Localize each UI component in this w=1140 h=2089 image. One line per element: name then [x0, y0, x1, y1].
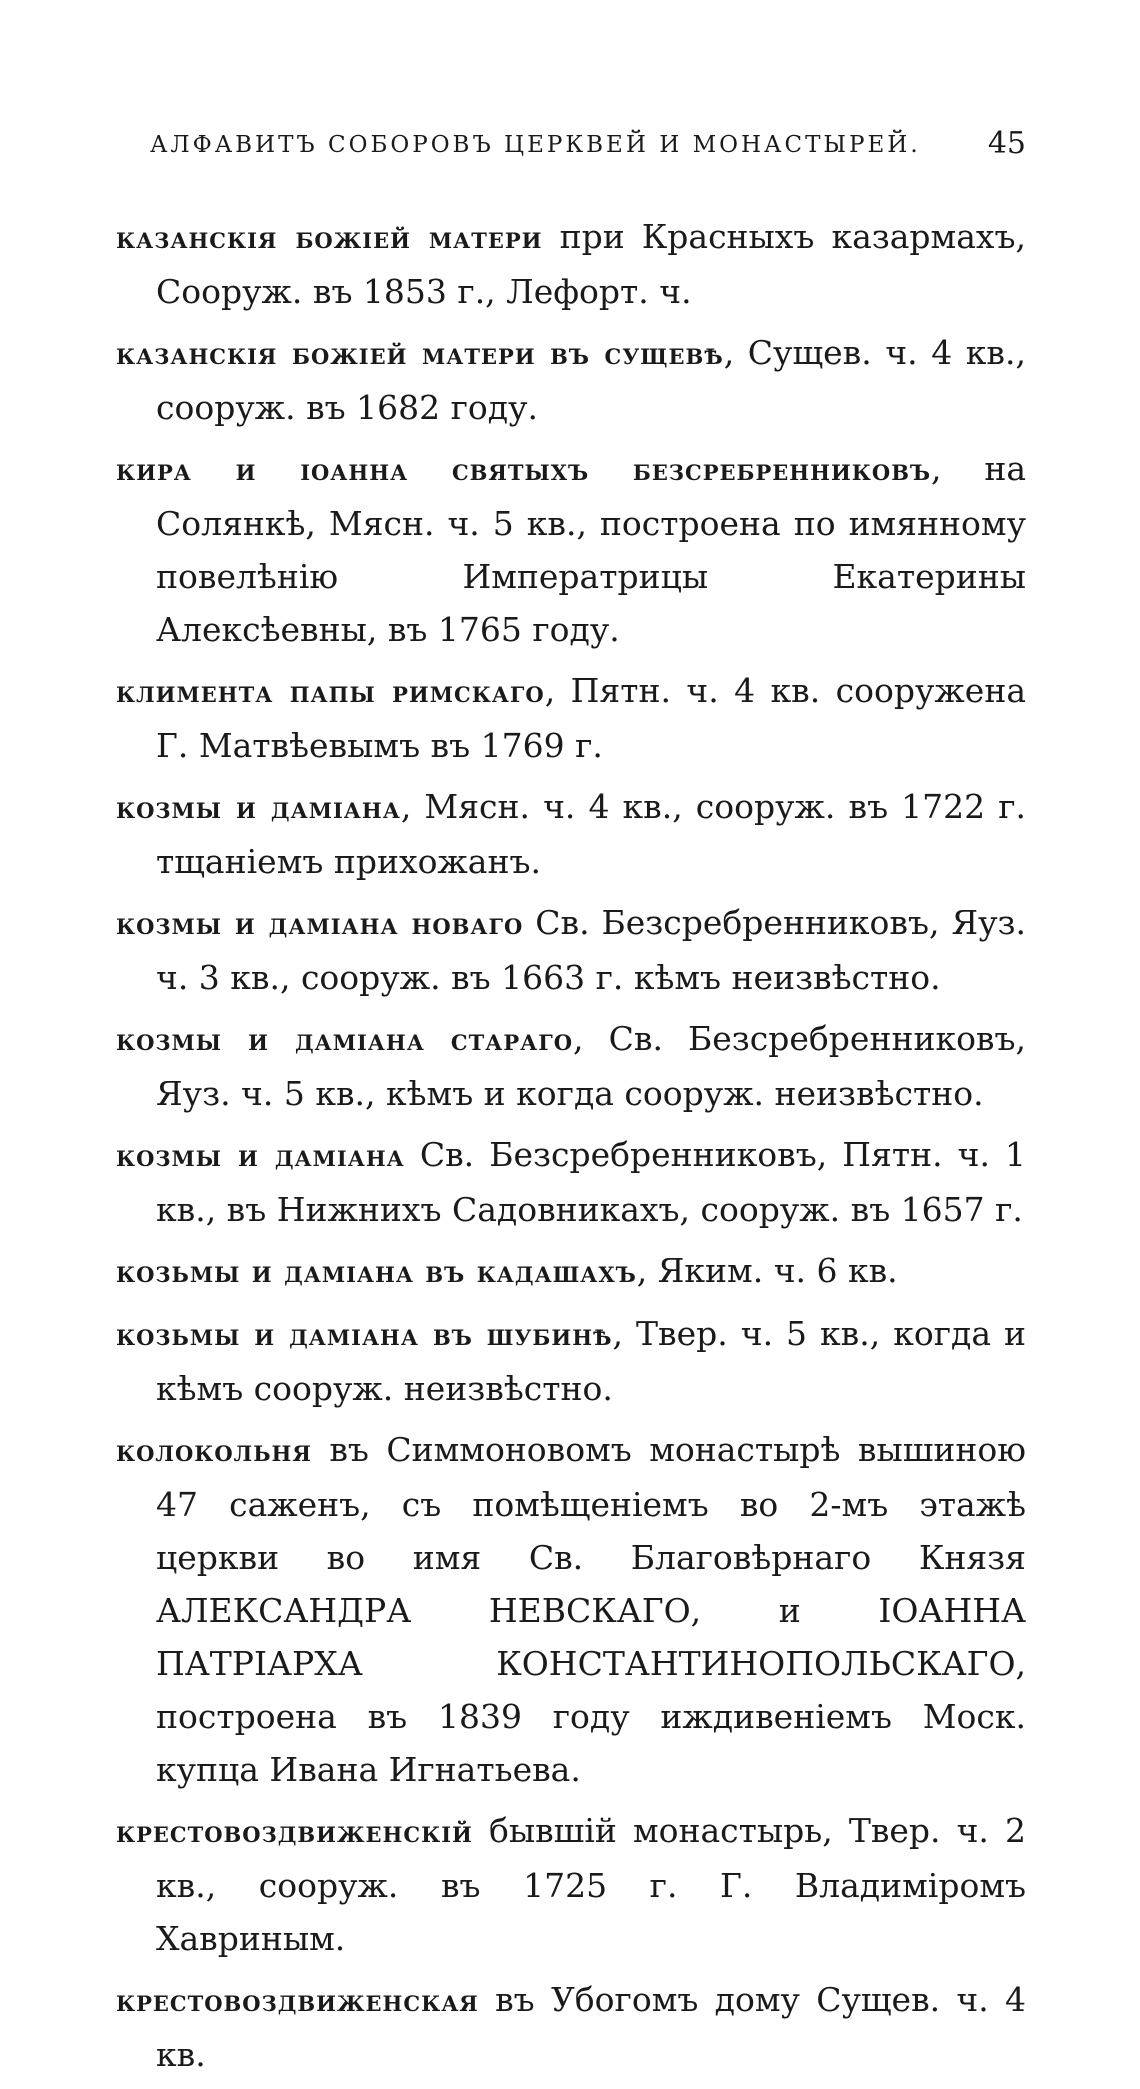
entry	[116, 442, 1026, 656]
entry-head: козьмы и даміана въ шубинѣ	[116, 1318, 613, 1353]
entry-head: климента папы римскаго	[116, 675, 545, 710]
entry-head: кира и іоанна святыхъ безсребренниковъ	[116, 453, 932, 488]
header-title: АЛФАВИТЪ СОБОРОВЪ ЦЕРКВЕЙ И МОНАСТЫРЕЙ.	[150, 132, 921, 158]
entry	[116, 210, 1026, 318]
entry-text: , Мясн. ч. 4 кв., сооруж. въ 1722 г. тщаніемъ прихожанъ.	[156, 787, 1026, 881]
entry	[116, 1012, 1026, 1120]
entry-text: Св. Безсребренниковъ, Яуз. ч. 3 кв., сооруж. въ 1663 г. кѣмъ неизвѣстно.	[156, 903, 1026, 997]
entry-head: козмы и даміана	[116, 1139, 405, 1174]
entry-head: козмы и даміана	[116, 791, 401, 826]
page-number: 45	[987, 126, 1026, 161]
entry-head: козмы и даміана стараго	[116, 1023, 574, 1058]
entry-head: казанскія божіей матери	[116, 221, 543, 256]
entry-text: , на Солянкѣ, Мясн. ч. 5 кв., построена по имянному повелѣнію Императрицы Екатерины Алексѣевны, въ 1765 году.	[156, 449, 1026, 649]
entry-text: въ Убогомъ дому Сущев. ч. 4 кв.	[156, 1980, 1026, 2074]
entry	[116, 780, 1026, 888]
entry-head: казанскія божіей матери въ сущевѣ	[116, 337, 724, 372]
entry	[116, 1128, 1026, 1236]
entry-text: бывшій монастырь, Твер. ч. 2 кв., сооруж. въ 1725 г. Г. Владиміромъ Хавриным.	[156, 1811, 1026, 1958]
entry	[116, 1973, 1026, 2081]
entry	[116, 326, 1026, 434]
entry	[116, 1244, 1026, 1299]
entry-text: при Красныхъ казармахъ, Сооруж. въ 1853 г., Лефорт. ч.	[156, 217, 1026, 311]
entry	[116, 664, 1026, 772]
entry-text: , Яким. ч. 6 кв.	[636, 1251, 898, 1290]
entry-text: , Св. Безсребренниковъ, Яуз. ч. 5 кв., кѣмъ и когда сооруж. неизвѣстно.	[156, 1019, 1026, 1113]
entry-text: въ Симмоновомъ монастырѣ вышиною 47 саженъ, съ помѣщеніемъ во 2-мъ этажѣ церкви во имя Св. Благовѣрнаго Князя АЛЕКСАНДРА НЕВСКАГО, и ІОАННА ПАТРІАРХА КОНСТАНТИНОПОЛЬСКАГО, построена въ 1839 году иждивеніемъ Моск. купца Ивана Игнатьева.	[156, 1430, 1026, 1789]
entry	[116, 1423, 1026, 1796]
entry-text: Св. Безсребренниковъ, Пятн. ч. 1 кв., въ Нижнихъ Садовникахъ, сооруж. въ 1657 г.	[156, 1135, 1026, 1229]
entry-head: козмы и даміана новаго	[116, 907, 524, 942]
entry-head: козьмы и даміана въ кадашахъ	[116, 1255, 637, 1290]
entry-head: крестовоздвиженская	[116, 1984, 479, 2019]
entry-text: , Пятн. ч. 4 кв. сооружена Г. Матвѣевымъ въ 1769 г.	[156, 671, 1026, 765]
entry	[116, 1804, 1026, 1965]
entries-list	[116, 210, 1026, 2089]
entry-text: , Твер. ч. 5 кв., когда и кѣмъ сооруж. неизвѣстно.	[156, 1314, 1026, 1408]
entry-head: колокольня	[116, 1434, 312, 1469]
entry-head: крестовоздвиженскій	[116, 1815, 473, 1850]
entry-text: , Сущев. ч. 4 кв., сооруж. въ 1682 году.	[156, 333, 1026, 427]
entry	[116, 1307, 1026, 1415]
entry	[116, 896, 1026, 1004]
